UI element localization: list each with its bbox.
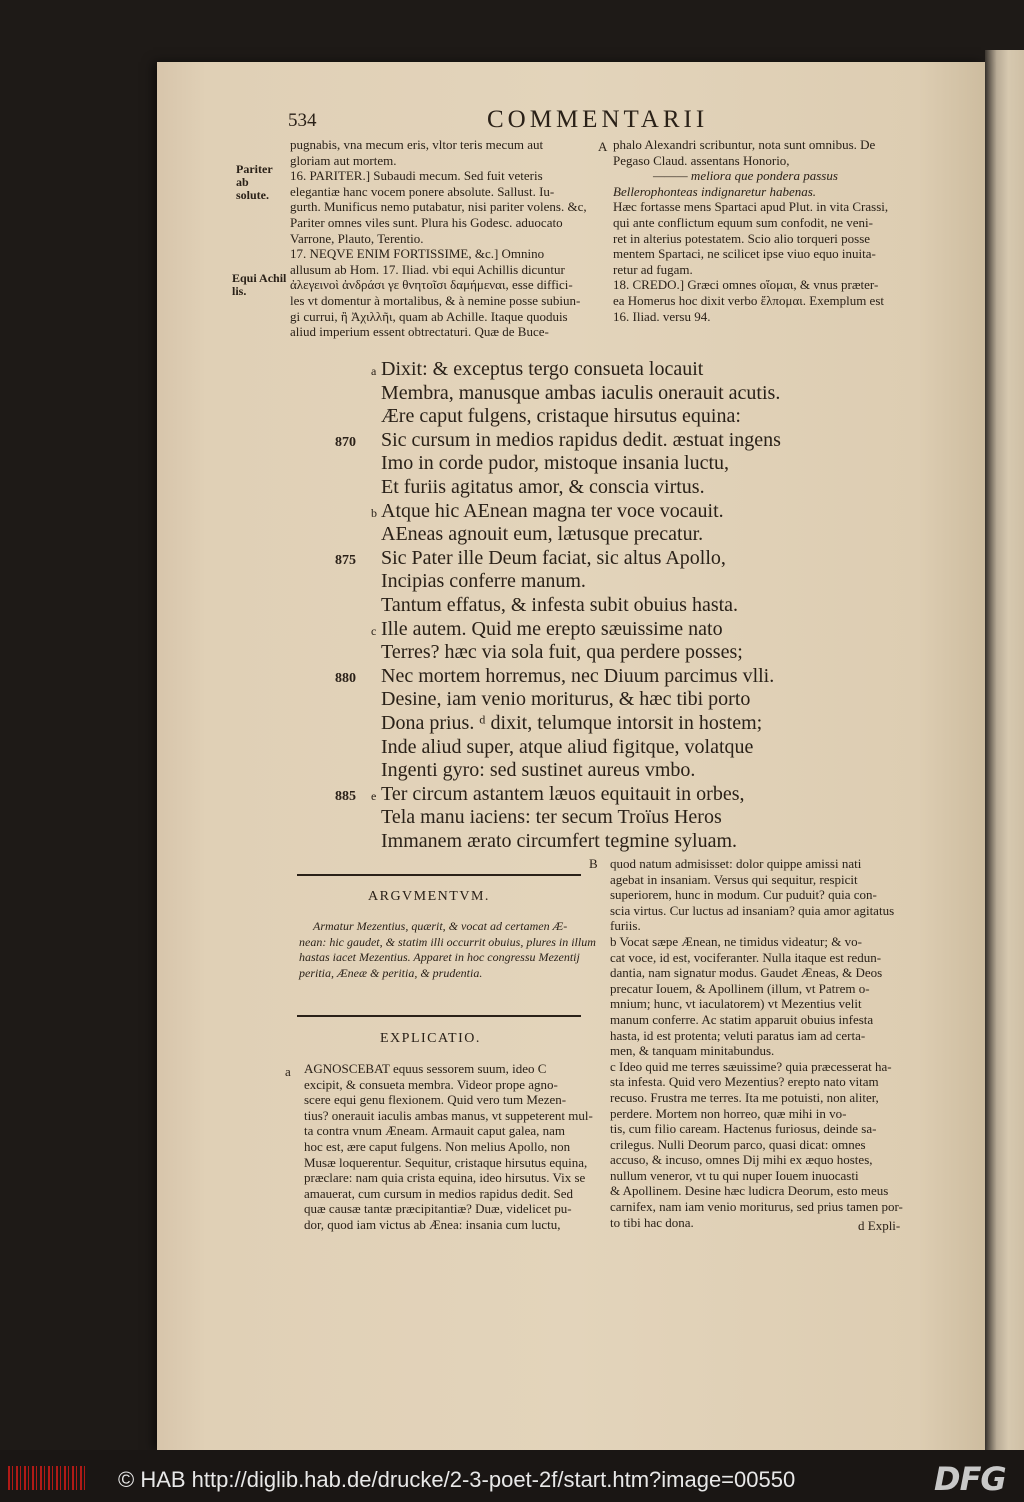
explicatio-line: quæ causæ tantæ præcipitantiæ? Duæ, videlicet pu- (304, 1201, 572, 1217)
commentary-line: retur ad fugam. (613, 261, 693, 277)
argumentum-text (299, 919, 596, 981)
commentary-line: qui ante conflictum equum sum confodit, ne veni- (613, 214, 873, 230)
explicatio-heading: EXPLICATIO. (380, 1031, 481, 1046)
poem-line (335, 783, 781, 807)
poem-line (335, 665, 781, 689)
commentary-line: to tibi hac dona. (610, 1214, 694, 1230)
commentary-line: mentem Spartaci, ne scilicet ipse viuo equo inuita- (613, 246, 876, 262)
argumentum-line: hastas iacet Mezentius. Apparet in hoc congressu Mezentij (299, 950, 580, 964)
dfg-logo[interactable]: DFG (934, 1460, 1006, 1498)
commentary-line: agebat in insaniam. Versus qui sequitur, respicit (610, 871, 858, 887)
note-key: e (371, 788, 377, 803)
commentary-line: scia virtus. Cur luctus ad insaniam? quia amor agitatus (610, 902, 895, 918)
commentary-line: ret in alterius potestatem. Scio alio torqueri posse (613, 230, 871, 246)
verse-text: Dona prius. ᵈ dixit, telumque intorsit in hostem; (381, 711, 763, 734)
explicatio-line: amauerat, cum cursum in medios rapidus dedit. Sed (304, 1185, 573, 1201)
verse-text: Et furiis agitatus amor, & conscia virtus. (381, 475, 705, 498)
poem-line (335, 358, 781, 382)
verse-text: Inde aliud super, atque aliud figitque, volatque (381, 735, 754, 758)
line-number: 885 (335, 788, 356, 804)
verse-text: Membra, manusque ambas iaculis onerauit acutis. (381, 381, 781, 404)
catchword: d Expli- (858, 1218, 901, 1233)
commentary-bottom-right (610, 856, 903, 1230)
explicatio-line: tius? onerauit iaculis ambas manus, vt suppeterent mul- (304, 1107, 593, 1123)
commentary-line: allusum ab Hom. 17. Iliad. vbi equi Achillis dicuntur (290, 261, 565, 277)
book-gutter (985, 50, 1024, 1450)
explicatio-line: hoc est, ære caput fulgens. Non melius Apollo, non (304, 1138, 571, 1154)
margin-note-pariter: Pariter ab solute. (236, 162, 273, 202)
commentary-line: gi currui, ἢ Ἀχιλλῆι, quam ab Achille. Itaque quoduis (290, 308, 568, 324)
verse-text: Ter circum astantem læuos equitauit in orbes, (381, 782, 745, 805)
explicatio-line: excipit, & consueta membra. Videor prope agno- (304, 1076, 558, 1092)
commentary-line: phalo Alexandri scribuntur, nota sunt omnibus. De (613, 137, 876, 152)
commentary-top-right (613, 137, 888, 324)
verse-text: Dixit: & exceptus tergo consueta locauit (381, 358, 704, 380)
barcode-icon (8, 1466, 86, 1490)
page-header-title: COMMENTARII (487, 106, 709, 133)
explicatio-line: AGNOSCEBAT equus sessorem suum, ideo C (304, 1061, 547, 1076)
note-key: b (371, 505, 377, 520)
line-number: 880 (335, 670, 356, 686)
section-rule (297, 874, 581, 876)
section-rule (297, 1015, 581, 1017)
commentary-line: accuso, & incuso, omnes Dij mihi ex æquo hostes, (610, 1152, 873, 1168)
page-number: 534 (288, 110, 317, 131)
commentary-line: Bellerophonteas indignaretur habenas. (613, 183, 817, 199)
commentary-line: ——— meliora que pondera passus (653, 168, 838, 184)
explicatio-line: præclare: nam quia crista equina, ideo hirsutus. Vix se (304, 1170, 586, 1186)
argumentum-line: peritia, Æneæ & peritia, & prudentia. (299, 965, 483, 980)
commentary-line: perdere. Mortem non horreo, quæ mihi in vo- (610, 1105, 847, 1121)
line-number: 875 (335, 552, 356, 568)
commentary-line: elegantiæ hanc vocem ponere absolute. Sallust. Iu- (290, 183, 555, 199)
commentary-line: quod natum admisisset: dolor quippe amissi nati (610, 856, 862, 871)
verse-text: Imo in corde pudor, mistoque insania luctu, (381, 452, 730, 475)
poem-line (335, 476, 781, 500)
commentary-line: b Vocat sæpe Ænean, ne timidus videatur; & vo- (610, 933, 862, 949)
poem-line (335, 547, 781, 571)
commentary-line: hasta, id est protenta; veluti paratus iam ad certa- (610, 1027, 866, 1043)
poem-line (335, 429, 781, 453)
commentary-line: Varrone, Plauto, Terentio. (290, 230, 424, 246)
poem-line (335, 570, 781, 594)
commentary-line: tis, cum filio caream. Hactenus furiosus, deinde sa- (610, 1121, 877, 1137)
verse-text: Terres? hæc via sola fuit, qua perdere posses; (381, 641, 743, 664)
explicatio-line: scere equi genu flexionem. Quid vero tum Mezen- (304, 1092, 567, 1108)
poem-line (335, 405, 781, 429)
argumentum-heading: ARGVMENTVM. (368, 889, 490, 904)
commentary-line: superiorem, hunc in modum. Cur puduit? quia con- (610, 887, 877, 903)
verse-text: Incipias conferre manum. (381, 570, 586, 593)
commentary-line: manum conferre. Ac statim apparuit obuius infesta (610, 1011, 874, 1027)
explicatio-line: dor, quod iam victus ab Ænea: insania cum luctu, (304, 1216, 561, 1232)
commentary-line: carnifex, nam iam venio moriturus, sed prius tamen por- (610, 1199, 903, 1215)
commentary-line: men, & tanquam minitabundus. (610, 1043, 775, 1059)
note-key: c (371, 623, 377, 638)
explicatio-line: Musæ loquerentur. Sequitur, cristaque hirsutus equina, (304, 1154, 588, 1170)
commentary-line: cat voce, id est, vociferanter. Nulla itaque est redun- (610, 949, 882, 965)
line-number: 870 (335, 434, 356, 450)
note-key: a (371, 364, 377, 378)
commentary-line: ea Homerus hoc dixit verbo ἔλπομαι. Exemplum est (613, 292, 884, 308)
commentary-line: precatur Iouem, & Apollinem (illum, vt Patrem o- (610, 980, 870, 996)
poem-line (335, 594, 781, 618)
commentary-line: 18. CREDO.] Græci omnes οἴομαι, & vnus præter- (613, 277, 879, 293)
poem-line (335, 712, 781, 736)
commentary-line: crilegus. Nulli Deorum parco, quasi dicat: omnes (610, 1136, 866, 1152)
commentary-line: gurth. Munificus nemo putabatur, nisi pariter volens. &c, (290, 199, 587, 215)
commentary-line: ἀλεγεινοὶ ἀνδράσι γε θνητοῖσι δαμήμεναι, esse diffici- (290, 277, 573, 293)
verse-text: Nec mortem horremus, nec Diuum parcimus vlli. (381, 664, 775, 687)
poem-line (335, 759, 781, 783)
poem-line (335, 806, 781, 830)
commentary-line: sta infesta. Quid vero Mezentius? erepto nato vitam (610, 1074, 879, 1090)
verse-text: Desine, iam venio moriturus, & hæc tibi porto (381, 688, 751, 711)
commentary-line: les vt domentur à mortalibus, & à nemine posse subiun- (290, 292, 581, 308)
commentary-line: dantia, nam signatur modus. Gaudet Æneas, & Deos (610, 965, 883, 981)
poem-line (335, 736, 781, 760)
verse-text: Tela manu iaciens: ter secum Troïus Heros (381, 806, 722, 829)
poem-line (335, 500, 781, 524)
poem-line (335, 523, 781, 547)
explicatio-text (304, 1061, 593, 1233)
verse-text: Ille autem. Quid me erepto sæuissime nato (381, 617, 723, 640)
poem-block (335, 358, 781, 853)
verse-text: Ære caput fulgens, cristaque hirsutus equina: (381, 405, 741, 428)
verse-text: Tantum effatus, & infesta subit obuius hasta. (381, 593, 739, 616)
column-letter-a: A (598, 139, 608, 154)
explicatio-line: ta contra vnum Æneam. Armauit caput galea, nam (304, 1123, 565, 1139)
commentary-line: nullum veneror, vt tu qui nuper Iouem inuocasti (610, 1167, 859, 1183)
note-key-a: a (285, 1064, 291, 1079)
commentary-line: pugnabis, vna mecum eris, vltor teris mecum aut (290, 137, 544, 152)
commentary-line: furiis. (610, 918, 641, 934)
verse-text: Sic Pater ille Deum faciat, sic altus Apollo, (381, 546, 726, 569)
commentary-line: 16. Iliad. versu 94. (613, 308, 711, 324)
commentary-line: Hæc fortasse mens Spartaci apud Plut. in vita Crassi, (613, 199, 889, 215)
argumentum-line: Armatur Mezentius, quærit, & vocat ad certamen Æ- (313, 919, 568, 933)
verse-text: Ingenti gyro: sed sustinet aureus vmbo. (381, 759, 696, 782)
commentary-line: mnium; hunc, vt iaculatorem) vt Mezentius velit (610, 996, 862, 1012)
poem-line (335, 382, 781, 406)
commentary-line: c Ideo quid me terres sæuissime? quia præcesserat ha- (610, 1058, 892, 1074)
commentary-line: aliud imperium essent obtrectaturi. Quæ de Buce- (290, 324, 549, 340)
commentary-line: recuso. Frustra me terres. Ita me potuisti, non aliter, (610, 1089, 879, 1105)
poem-line (335, 688, 781, 712)
verse-text: Sic cursum in medios rapidus dedit. æstuat ingens (381, 428, 781, 451)
poem-line (335, 830, 781, 854)
commentary-line: & Apollinem. Desine hæc ludicra Deorum, esto meus (610, 1183, 889, 1199)
commentary-line: 16. PARITER.] Subaudi mecum. Sed fuit veteris (290, 168, 543, 184)
verse-text: Atque hic AEnean magna ter voce vocauit. (381, 499, 724, 522)
verse-text: AEneas agnouit eum, lætusque precatur. (381, 523, 704, 546)
poem-line (335, 452, 781, 476)
commentary-line: Pegaso Claud. assentans Honorio, (613, 152, 790, 168)
commentary-line: gloriam aut mortem. (290, 152, 397, 168)
margin-note-equi: Equi Achil lis. (232, 271, 287, 298)
column-letter-b: B (589, 856, 598, 871)
poem-line (335, 641, 781, 665)
commentary-top-left (290, 137, 587, 340)
commentary-line: Pariter omnes viles sunt. Plura his Godesc. aduocato (290, 214, 563, 230)
poem-line (335, 618, 781, 642)
verse-text: Immanem ærato circumfert tegmine syluam. (381, 829, 737, 852)
commentary-line: 17. NEQVE ENIM FORTISSIME, &c.] Omnino (290, 246, 545, 262)
argumentum-line: nean: hic gaudet, & statim illi occurrit obuius, plures in illum (299, 934, 596, 949)
copyright-link[interactable]: © HAB http://diglib.hab.de/drucke/2-3-poet-2f/start.htm?image=00550 (118, 1467, 796, 1492)
